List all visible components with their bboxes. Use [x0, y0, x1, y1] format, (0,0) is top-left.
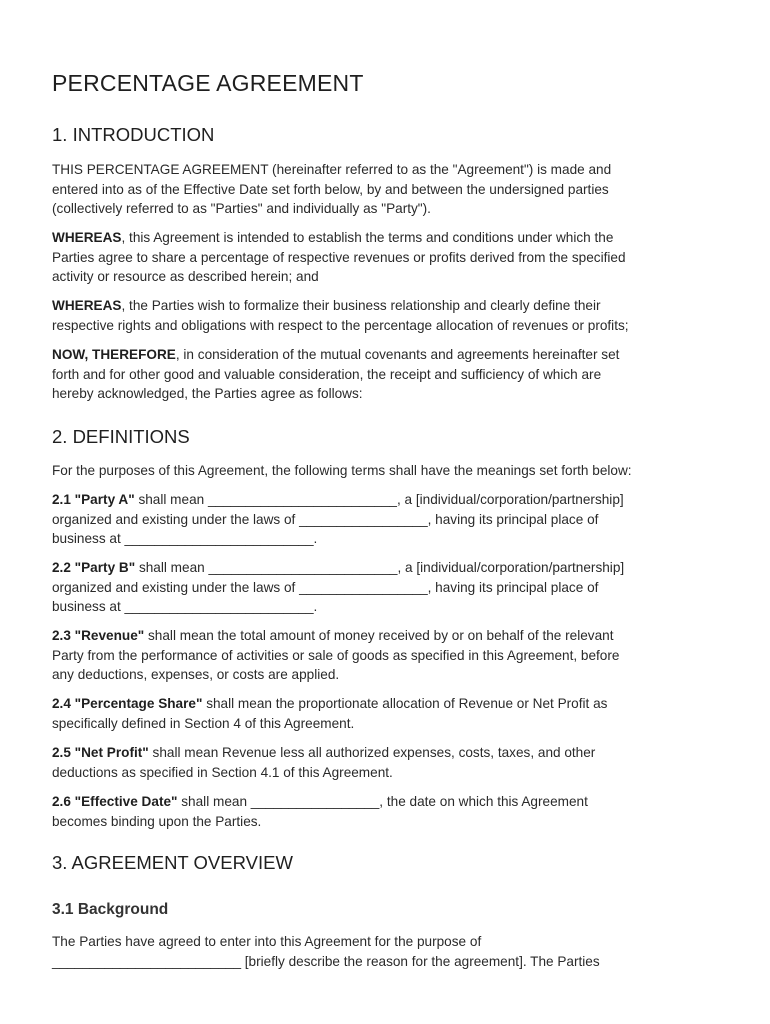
line-text: , the Parties wish to formalize their business relationship and clearly define their	[121, 298, 601, 313]
section-heading-agreement-overview: 3. AGREEMENT OVERVIEW	[52, 852, 293, 873]
text-line	[52, 792, 732, 812]
section-heading-introduction: 1. INTRODUCTION	[52, 124, 215, 145]
text-line: entered into as of the Effective Date set forth below, by and between the undersigned parties	[52, 181, 609, 197]
bold-lead: NOW, THEREFORE	[52, 347, 176, 362]
text-line	[52, 743, 732, 763]
bold-lead: 2.5 "Net Profit"	[52, 745, 149, 760]
text-line: THIS PERCENTAGE AGREEMENT (hereinafter referred to as the "Agreement") is made and	[52, 162, 612, 177]
bold-lead: 2.6 "Effective Date"	[52, 794, 178, 809]
line-text: shall mean _________________________, a [individual/corporation/partnership]	[135, 560, 625, 575]
text-line	[52, 345, 732, 365]
text-line	[52, 228, 732, 248]
text-line: respective rights and obligations with respect to the percentage allocation of revenues or profits;	[52, 317, 629, 333]
text-line	[52, 558, 732, 578]
line-text: shall mean _________________, the date on which this Agreement	[177, 794, 588, 809]
bold-lead: 2.1 "Party A"	[52, 492, 135, 507]
definition-party-a	[52, 490, 732, 549]
definition-net-profit	[52, 743, 732, 782]
text-line: business at _________________________.	[52, 531, 318, 546]
intro-paragraph-whereas-2	[52, 296, 732, 335]
text-line: hereby acknowledged, the Parties agree as follows:	[52, 386, 363, 401]
definition-percentage-share	[52, 694, 732, 733]
text-line	[52, 694, 732, 714]
text-line: any deductions, expenses, or costs are applied.	[52, 667, 340, 682]
text-line: activity or resource as described herein; and	[52, 269, 319, 284]
definitions-intro	[52, 461, 732, 481]
line-text: shall mean the proportionate allocation of Revenue or Net Profit as	[202, 696, 608, 711]
bold-lead: WHEREAS	[52, 298, 122, 313]
document-title: PERCENTAGE AGREEMENT	[52, 70, 364, 96]
text-line: The Parties have agreed to enter into this Agreement for the purpose of	[52, 934, 482, 949]
subsection-heading-background: 3.1 Background	[52, 901, 169, 918]
text-line: business at _________________________.	[52, 599, 318, 614]
text-line: Party from the performance of activities or sale of goods as specified in this Agreement, before	[52, 647, 620, 663]
section-heading-definitions: 2. DEFINITIONS	[52, 426, 190, 447]
definition-effective-date	[52, 792, 732, 831]
text-line: For the purposes of this Agreement, the following terms shall have the meanings set forth below:	[52, 463, 632, 478]
bold-lead: 2.2 "Party B"	[52, 560, 136, 575]
text-line	[52, 626, 732, 646]
text-line: becomes binding upon the Parties.	[52, 813, 262, 829]
text-line: organized and existing under the laws of _________________, having its principal place of	[52, 579, 599, 595]
line-text: shall mean _________________________, a [individual/corporation/partnership]	[134, 492, 624, 507]
intro-paragraph-whereas-1	[52, 228, 732, 287]
bold-lead: WHEREAS	[52, 230, 122, 245]
line-text: shall mean Revenue less all authorized expenses, costs, taxes, and other	[148, 745, 596, 760]
text-line: forth and for other good and valuable consideration, the receipt and sufficiency of which are	[52, 366, 602, 382]
definition-revenue	[52, 626, 732, 685]
line-text: , in consideration of the mutual covenants and agreements hereinafter set	[175, 347, 620, 362]
text-line: organized and existing under the laws of _________________, having its principal place of	[52, 511, 599, 527]
bold-lead: 2.3 "Revenue"	[52, 628, 145, 643]
definition-party-b	[52, 558, 732, 617]
bold-lead: 2.4 "Percentage Share"	[52, 696, 203, 711]
text-line	[52, 490, 732, 510]
text-line: deductions as specified in Section 4.1 of this Agreement.	[52, 764, 393, 780]
line-text: , this Agreement is intended to establish the terms and conditions under which the	[121, 230, 614, 245]
intro-paragraph-now-therefore	[52, 345, 732, 404]
text-line: specifically defined in Section 4 of this Agreement.	[52, 715, 355, 731]
line-text: shall mean the total amount of money received by or on behalf of the relevant	[144, 628, 614, 643]
text-line: _________________________ [briefly describe the reason for the agreement]. The Parties	[52, 953, 600, 969]
intro-paragraph-1	[52, 160, 732, 219]
text-line	[52, 296, 732, 316]
background-paragraph	[52, 932, 732, 971]
text-line: Parties agree to share a percentage of respective revenues or profits derived from the specified	[52, 249, 626, 265]
text-line: (collectively referred to as "Parties" and individually as "Party").	[52, 201, 431, 216]
